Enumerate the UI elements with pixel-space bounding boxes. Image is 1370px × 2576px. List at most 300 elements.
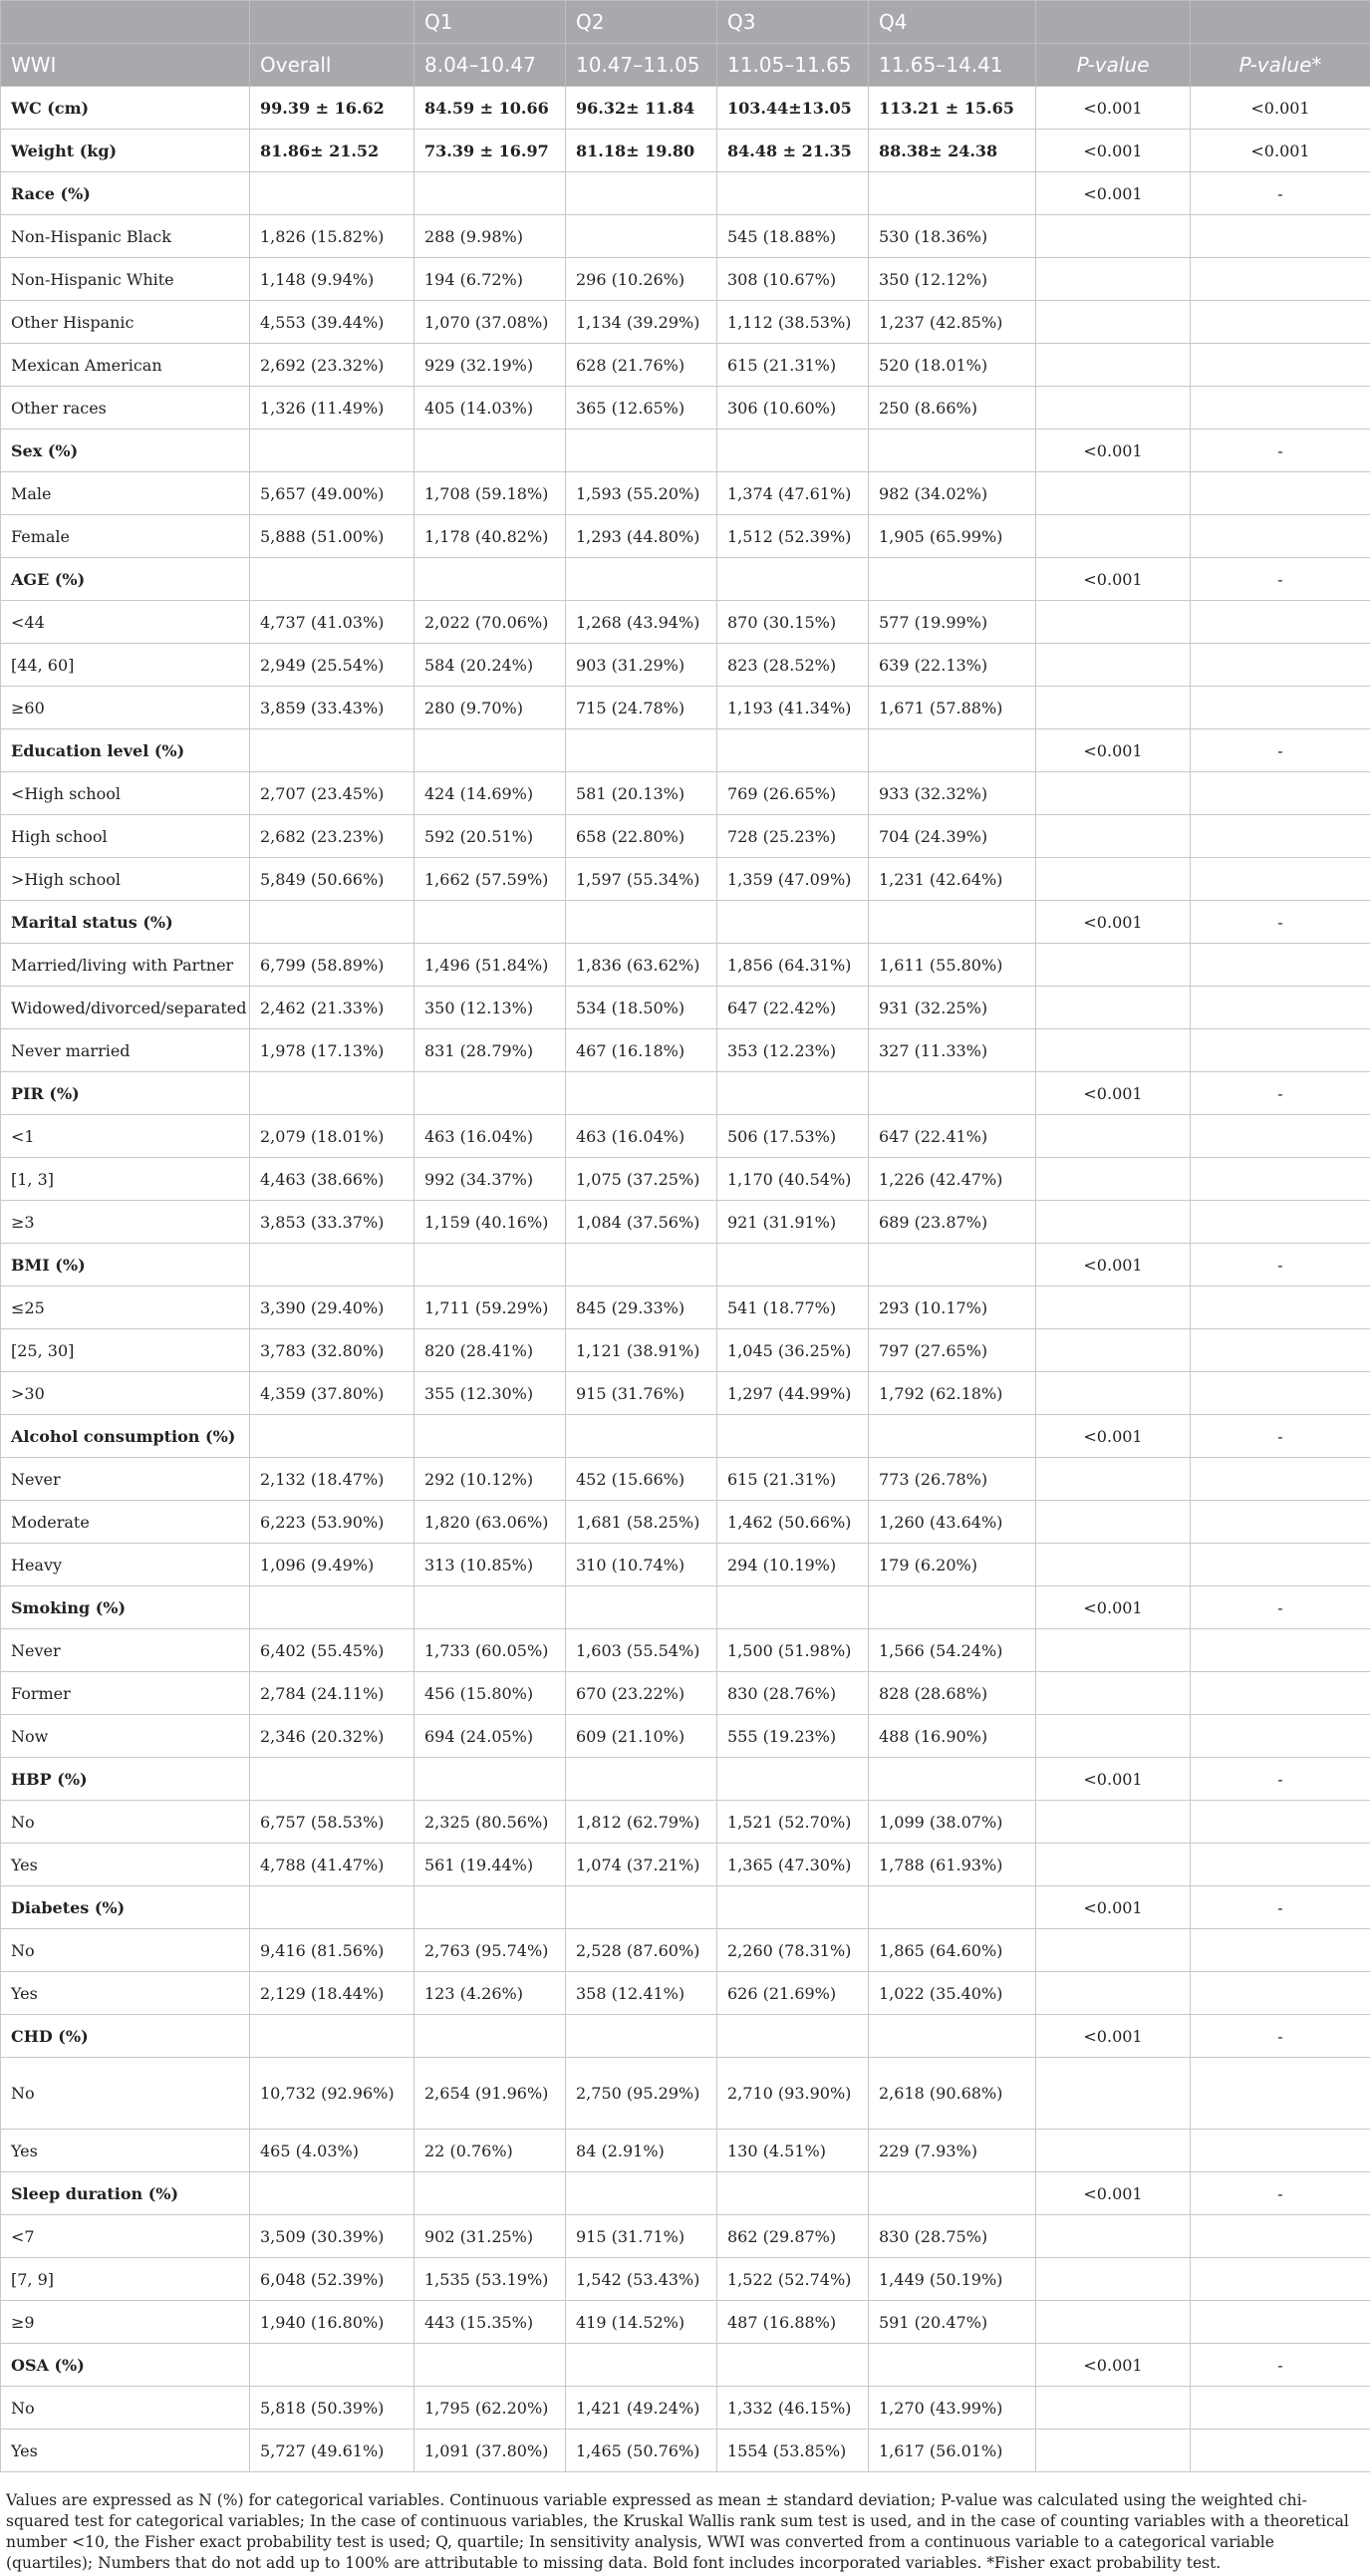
table-cell: 103.44±13.05: [717, 87, 869, 130]
header-q3-range: 11.05–11.65: [717, 44, 869, 87]
table-row: [1, 1158, 1370, 1201]
table-cell: [566, 2172, 717, 2215]
p-value-cell: <0.001: [1036, 429, 1191, 472]
p-value-cell: [1036, 1201, 1191, 1244]
p-value-cell: [1036, 1672, 1191, 1715]
p-value-cell: -: [1191, 1758, 1370, 1801]
row-label: Other Hispanic: [1, 301, 250, 344]
table-cell: [566, 2015, 717, 2058]
p-value-cell: [1191, 687, 1370, 729]
p-value-cell: [1191, 2215, 1370, 2258]
table-cell: 1,226 (42.47%): [869, 1158, 1036, 1201]
table-footnote: Values are expressed as N (%) for categorical variables. Continuous variable expressed as mean ± standard deviation; P-value was calculated using the weighted chi-squared test for categorical variables; In the case of continuous variables, the Kruskal Wallis rank sum test is used, and in the case of counting variables with a theoretical number <10, the Fisher exact probability test is used; Q, quartile; In sensitivity analysis, WWI was converted from a continuous variable to a categorical variable (quartiles); Numbers that do not add up to 100% are attributable to missing data. Bold font includes incorporated variables. *Fisher exact probability test.: [6, 2491, 1349, 2572]
table-cell: 113.21 ± 15.65: [869, 87, 1036, 130]
p-value-cell: [1036, 1544, 1191, 1586]
table-cell: [869, 2172, 1036, 2215]
p-value-cell: [1191, 1115, 1370, 1158]
table-row: [1, 1844, 1370, 1886]
p-value-cell: [1036, 644, 1191, 687]
row-label: <High school: [1, 772, 250, 815]
table-cell: 615 (21.31%): [717, 344, 869, 387]
table-cell: [414, 1072, 566, 1115]
row-label: Mexican American: [1, 344, 250, 387]
table-cell: 463 (16.04%): [566, 1115, 717, 1158]
table-cell: 1,293 (44.80%): [566, 515, 717, 558]
p-value-cell: [1191, 1458, 1370, 1501]
p-value-cell: -: [1191, 1886, 1370, 1929]
header-q4: Q4: [869, 1, 1036, 44]
table-cell: 2,949 (25.54%): [250, 644, 414, 687]
p-value-cell: [1036, 215, 1191, 258]
table-cell: 4,737 (41.03%): [250, 601, 414, 644]
table-cell: 81.86± 21.52: [250, 130, 414, 172]
table-cell: 6,223 (53.90%): [250, 1501, 414, 1544]
table-cell: 6,048 (52.39%): [250, 2258, 414, 2301]
table-cell: 1,521 (52.70%): [717, 1801, 869, 1844]
table-cell: [250, 1415, 414, 1458]
table-cell: 84 (2.91%): [566, 2130, 717, 2172]
table-cell: 5,657 (49.00%): [250, 472, 414, 515]
table-cell: 1,671 (57.88%): [869, 687, 1036, 729]
table-cell: [414, 429, 566, 472]
p-value-cell: [1036, 987, 1191, 1029]
table-cell: 1,820 (63.06%): [414, 1501, 566, 1544]
row-label: AGE (%): [1, 558, 250, 601]
table-cell: [414, 1886, 566, 1929]
table-cell: [717, 429, 869, 472]
table-row: [1, 2301, 1370, 2344]
p-value-cell: [1191, 1672, 1370, 1715]
table-cell: 577 (19.99%): [869, 601, 1036, 644]
row-label: [25, 30]: [1, 1329, 250, 1372]
p-value-cell: [1191, 2387, 1370, 2430]
table-cell: 2,763 (95.74%): [414, 1929, 566, 1972]
table-cell: 1,795 (62.20%): [414, 2387, 566, 2430]
table-cell: [717, 901, 869, 944]
table-cell: 1,617 (56.01%): [869, 2430, 1036, 2472]
table-cell: 6,402 (55.45%): [250, 1629, 414, 1672]
table-cell: 728 (25.23%): [717, 815, 869, 858]
table-cell: [250, 429, 414, 472]
p-value-cell: [1036, 601, 1191, 644]
category-row: [1, 1586, 1370, 1629]
table-row: [1, 944, 1370, 987]
table-cell: 73.39 ± 16.97: [414, 130, 566, 172]
table-cell: 823 (28.52%): [717, 644, 869, 687]
row-label: Smoking (%): [1, 1586, 250, 1629]
row-label: Heavy: [1, 1544, 250, 1586]
table-cell: 4,553 (39.44%): [250, 301, 414, 344]
table-cell: 358 (12.41%): [566, 1972, 717, 2015]
p-value-cell: [1191, 1029, 1370, 1072]
header-q3: Q3: [717, 1, 869, 44]
table-cell: [250, 901, 414, 944]
p-value-cell: [1191, 1844, 1370, 1886]
table-cell: 419 (14.52%): [566, 2301, 717, 2344]
p-value-cell: <0.001: [1036, 2344, 1191, 2387]
table-row: [1, 2430, 1370, 2472]
table-cell: 463 (16.04%): [414, 1115, 566, 1158]
table-cell: 2,654 (91.96%): [414, 2058, 566, 2130]
table-cell: [414, 558, 566, 601]
p-value-cell: [1191, 1329, 1370, 1372]
table-row: [1, 858, 1370, 901]
p-value-cell: [1191, 258, 1370, 301]
table-cell: 592 (20.51%): [414, 815, 566, 858]
table-cell: 1554 (53.85%): [717, 2430, 869, 2472]
table-cell: 862 (29.87%): [717, 2215, 869, 2258]
table-cell: 194 (6.72%): [414, 258, 566, 301]
table-cell: 1,193 (41.34%): [717, 687, 869, 729]
table-cell: [250, 1886, 414, 1929]
category-row: [1, 130, 1370, 172]
row-label: WC (cm): [1, 87, 250, 130]
p-value-cell: [1036, 687, 1191, 729]
table-cell: 2,750 (95.29%): [566, 2058, 717, 2130]
p-value-cell: [1036, 858, 1191, 901]
table-cell: [566, 2344, 717, 2387]
table-cell: 1,662 (57.59%): [414, 858, 566, 901]
header-row-ranges: [1, 44, 1370, 87]
p-value-cell: <0.001: [1191, 87, 1370, 130]
table-cell: [869, 429, 1036, 472]
row-label: >30: [1, 1372, 250, 1415]
table-row: [1, 644, 1370, 687]
p-value-cell: [1036, 472, 1191, 515]
p-value-cell: [1191, 515, 1370, 558]
table-cell: [566, 729, 717, 772]
table-cell: [869, 1415, 1036, 1458]
table-cell: [566, 429, 717, 472]
category-row: [1, 1415, 1370, 1458]
p-value-cell: [1036, 1029, 1191, 1072]
p-value-cell: [1036, 2430, 1191, 2472]
table-row: [1, 2258, 1370, 2301]
table-cell: 1,260 (43.64%): [869, 1501, 1036, 1544]
table-row: [1, 2387, 1370, 2430]
row-label: ≥60: [1, 687, 250, 729]
table-cell: 1,611 (55.80%): [869, 944, 1036, 987]
p-value-cell: [1191, 2258, 1370, 2301]
table-body: [1, 87, 1370, 2472]
table-cell: [414, 1415, 566, 1458]
table-cell: [250, 2172, 414, 2215]
p-value-cell: [1191, 215, 1370, 258]
table-cell: 1,535 (53.19%): [414, 2258, 566, 2301]
p-value-cell: [1191, 1201, 1370, 1244]
row-label: ≤25: [1, 1287, 250, 1329]
row-label: HBP (%): [1, 1758, 250, 1801]
table-cell: 1,905 (65.99%): [869, 515, 1036, 558]
table-cell: 1,091 (37.80%): [414, 2430, 566, 2472]
table-cell: 561 (19.44%): [414, 1844, 566, 1886]
p-value-cell: [1191, 472, 1370, 515]
table-cell: 715 (24.78%): [566, 687, 717, 729]
p-value-cell: [1191, 1372, 1370, 1415]
table-row: [1, 215, 1370, 258]
table-row: [1, 344, 1370, 387]
p-value-cell: <0.001: [1036, 2015, 1191, 2058]
table-cell: 2,325 (80.56%): [414, 1801, 566, 1844]
table-cell: [250, 729, 414, 772]
table-row: [1, 2215, 1370, 2258]
table-cell: 4,359 (37.80%): [250, 1372, 414, 1415]
row-label: Non-Hispanic Black: [1, 215, 250, 258]
table-cell: 1,231 (42.64%): [869, 858, 1036, 901]
table-cell: 1,112 (38.53%): [717, 301, 869, 344]
row-label: Weight (kg): [1, 130, 250, 172]
table-cell: 628 (21.76%): [566, 344, 717, 387]
table-cell: [717, 558, 869, 601]
p-value-cell: [1036, 1158, 1191, 1201]
row-label: Non-Hispanic White: [1, 258, 250, 301]
table-cell: 488 (16.90%): [869, 1715, 1036, 1758]
table-cell: 96.32± 11.84: [566, 87, 717, 130]
table-cell: 1,708 (59.18%): [414, 472, 566, 515]
table-cell: 308 (10.67%): [717, 258, 869, 301]
table-cell: 443 (15.35%): [414, 2301, 566, 2344]
table-row: [1, 687, 1370, 729]
header-row-quartiles: [1, 1, 1370, 44]
table-cell: [250, 1072, 414, 1115]
table-cell: 506 (17.53%): [717, 1115, 869, 1158]
table-cell: 1,603 (55.54%): [566, 1629, 717, 1672]
p-value-cell: [1036, 515, 1191, 558]
table-cell: 456 (15.80%): [414, 1672, 566, 1715]
table-cell: 2,462 (21.33%): [250, 987, 414, 1029]
table-cell: 555 (19.23%): [717, 1715, 869, 1758]
table-cell: 1,075 (37.25%): [566, 1158, 717, 1201]
header-cell: [1, 1, 250, 44]
row-label: No: [1, 1801, 250, 1844]
table-cell: 365 (12.65%): [566, 387, 717, 429]
table-cell: 9,416 (81.56%): [250, 1929, 414, 1972]
table-cell: 929 (32.19%): [414, 344, 566, 387]
row-label: OSA (%): [1, 2344, 250, 2387]
table-cell: 84.48 ± 21.35: [717, 130, 869, 172]
table-cell: 5,818 (50.39%): [250, 2387, 414, 2430]
table-cell: 313 (10.85%): [414, 1544, 566, 1586]
table-cell: 1,865 (64.60%): [869, 1929, 1036, 1972]
p-value-cell: [1036, 2130, 1191, 2172]
row-label: Married/living with Partner: [1, 944, 250, 987]
p-value-cell: [1036, 258, 1191, 301]
table-row: [1, 601, 1370, 644]
table-cell: 647 (22.41%): [869, 1115, 1036, 1158]
row-label: Race (%): [1, 172, 250, 215]
row-label: Former: [1, 1672, 250, 1715]
row-label: [44, 60]: [1, 644, 250, 687]
row-label: PIR (%): [1, 1072, 250, 1115]
table-cell: 1,449 (50.19%): [869, 2258, 1036, 2301]
table-cell: [414, 901, 566, 944]
table-cell: 609 (21.10%): [566, 1715, 717, 1758]
table-cell: 902 (31.25%): [414, 2215, 566, 2258]
table-cell: [717, 1415, 869, 1458]
p-value-cell: [1191, 772, 1370, 815]
table-cell: 4,463 (38.66%): [250, 1158, 414, 1201]
table-cell: 1,500 (51.98%): [717, 1629, 869, 1672]
table-cell: 310 (10.74%): [566, 1544, 717, 1586]
table-cell: [414, 729, 566, 772]
table-cell: [566, 1758, 717, 1801]
table-cell: 88.38± 24.38: [869, 130, 1036, 172]
table-cell: [717, 729, 869, 772]
table-cell: 452 (15.66%): [566, 1458, 717, 1501]
row-label: Alcohol consumption (%): [1, 1415, 250, 1458]
row-label: ≥3: [1, 1201, 250, 1244]
row-label: Yes: [1, 2430, 250, 2472]
row-label: Never: [1, 1458, 250, 1501]
table-cell: 1,134 (39.29%): [566, 301, 717, 344]
p-value-cell: [1036, 2258, 1191, 2301]
category-row: [1, 172, 1370, 215]
table-cell: [250, 172, 414, 215]
table-cell: [717, 2172, 869, 2215]
header-cell: [1036, 1, 1191, 44]
p-value-cell: [1036, 944, 1191, 987]
table-cell: 130 (4.51%): [717, 2130, 869, 2172]
table-cell: [414, 2015, 566, 2058]
p-value-cell: <0.001: [1036, 1886, 1191, 1929]
p-value-cell: [1036, 1715, 1191, 1758]
table-cell: 3,509 (30.39%): [250, 2215, 414, 2258]
table-cell: [250, 2344, 414, 2387]
p-value-cell: [1036, 1929, 1191, 1972]
table-cell: 831 (28.79%): [414, 1029, 566, 1072]
table-cell: 2,079 (18.01%): [250, 1115, 414, 1158]
table-row: [1, 387, 1370, 429]
category-row: [1, 1072, 1370, 1115]
table-cell: 2,707 (23.45%): [250, 772, 414, 815]
table-cell: 1,326 (11.49%): [250, 387, 414, 429]
table-cell: 1,593 (55.20%): [566, 472, 717, 515]
table-cell: 915 (31.71%): [566, 2215, 717, 2258]
p-value-cell: [1191, 1158, 1370, 1201]
table-row: [1, 1929, 1370, 1972]
table-cell: 1,099 (38.07%): [869, 1801, 1036, 1844]
p-value-cell: [1191, 2301, 1370, 2344]
p-value-cell: [1191, 1629, 1370, 1672]
p-value-cell: [1036, 2387, 1191, 2430]
table-cell: 350 (12.13%): [414, 987, 566, 1029]
p-value-cell: [1191, 1801, 1370, 1844]
table-cell: [717, 2015, 869, 2058]
table-cell: [414, 172, 566, 215]
table-cell: 4,788 (41.47%): [250, 1844, 414, 1886]
table-cell: [566, 1415, 717, 1458]
p-value-cell: [1191, 815, 1370, 858]
p-value-cell: [1036, 1329, 1191, 1372]
table-cell: 2,710 (93.90%): [717, 2058, 869, 2130]
p-value-cell: [1036, 1501, 1191, 1544]
category-row: [1, 1758, 1370, 1801]
p-value-cell: <0.001: [1036, 172, 1191, 215]
category-row: [1, 2172, 1370, 2215]
table-cell: 534 (18.50%): [566, 987, 717, 1029]
table-row: [1, 1715, 1370, 1758]
header-q1-range: 8.04–10.47: [414, 44, 566, 87]
p-value-cell: [1036, 1458, 1191, 1501]
category-row: [1, 1244, 1370, 1287]
row-label: High school: [1, 815, 250, 858]
p-value-cell: [1191, 1287, 1370, 1329]
table-cell: 2,346 (20.32%): [250, 1715, 414, 1758]
table-cell: 2,132 (18.47%): [250, 1458, 414, 1501]
table-cell: 1,084 (37.56%): [566, 1201, 717, 1244]
table-cell: [566, 1244, 717, 1287]
table-cell: 581 (20.13%): [566, 772, 717, 815]
table-cell: 2,618 (90.68%): [869, 2058, 1036, 2130]
table-cell: 933 (32.32%): [869, 772, 1036, 815]
p-value-cell: -: [1191, 558, 1370, 601]
row-label: <1: [1, 1115, 250, 1158]
table-cell: [869, 1586, 1036, 1629]
table-cell: 1,074 (37.21%): [566, 1844, 717, 1886]
category-row: [1, 558, 1370, 601]
table-cell: [869, 558, 1036, 601]
p-value-cell: [1191, 344, 1370, 387]
p-value-cell: [1191, 387, 1370, 429]
p-value-cell: [1191, 1715, 1370, 1758]
table-cell: 355 (12.30%): [414, 1372, 566, 1415]
table-cell: 3,853 (33.37%): [250, 1201, 414, 1244]
p-value-cell: [1191, 2130, 1370, 2172]
p-value-cell: [1036, 815, 1191, 858]
p-value-cell: -: [1191, 729, 1370, 772]
table-cell: 1,522 (52.74%): [717, 2258, 869, 2301]
row-label: Marital status (%): [1, 901, 250, 944]
table-cell: 2,692 (23.32%): [250, 344, 414, 387]
row-label: No: [1, 2387, 250, 2430]
table-cell: [250, 1586, 414, 1629]
table-row: [1, 1115, 1370, 1158]
table-cell: 670 (23.22%): [566, 1672, 717, 1715]
table-cell: [717, 1244, 869, 1287]
table-cell: [717, 1072, 869, 1115]
table-cell: 828 (28.68%): [869, 1672, 1036, 1715]
p-value-cell: <0.001: [1191, 130, 1370, 172]
p-value-cell: -: [1191, 1415, 1370, 1458]
table-cell: 591 (20.47%): [869, 2301, 1036, 2344]
p-value-cell: <0.001: [1036, 1244, 1191, 1287]
table-row: [1, 1458, 1370, 1501]
p-value-cell: [1036, 1115, 1191, 1158]
p-value-cell: [1191, 2430, 1370, 2472]
header-wwi: WWI: [1, 44, 250, 87]
table-cell: 2,022 (70.06%): [414, 601, 566, 644]
table-cell: 520 (18.01%): [869, 344, 1036, 387]
header-p-value: P-value: [1036, 44, 1191, 87]
table-cell: [717, 1886, 869, 1929]
table-cell: 350 (12.12%): [869, 258, 1036, 301]
table-cell: 1,045 (36.25%): [717, 1329, 869, 1372]
table-cell: [414, 2344, 566, 2387]
table-cell: 1,465 (50.76%): [566, 2430, 717, 2472]
row-label: No: [1, 2058, 250, 2130]
table-cell: 1,792 (62.18%): [869, 1372, 1036, 1415]
table-cell: 931 (32.25%): [869, 987, 1036, 1029]
table-cell: 615 (21.31%): [717, 1458, 869, 1501]
table-row: [1, 1544, 1370, 1586]
table-row: [1, 301, 1370, 344]
p-value-cell: [1036, 301, 1191, 344]
table-cell: [869, 2015, 1036, 2058]
p-value-cell: [1036, 1844, 1191, 1886]
table-header: [1, 1, 1370, 87]
table-cell: [414, 1758, 566, 1801]
table-cell: 280 (9.70%): [414, 687, 566, 729]
